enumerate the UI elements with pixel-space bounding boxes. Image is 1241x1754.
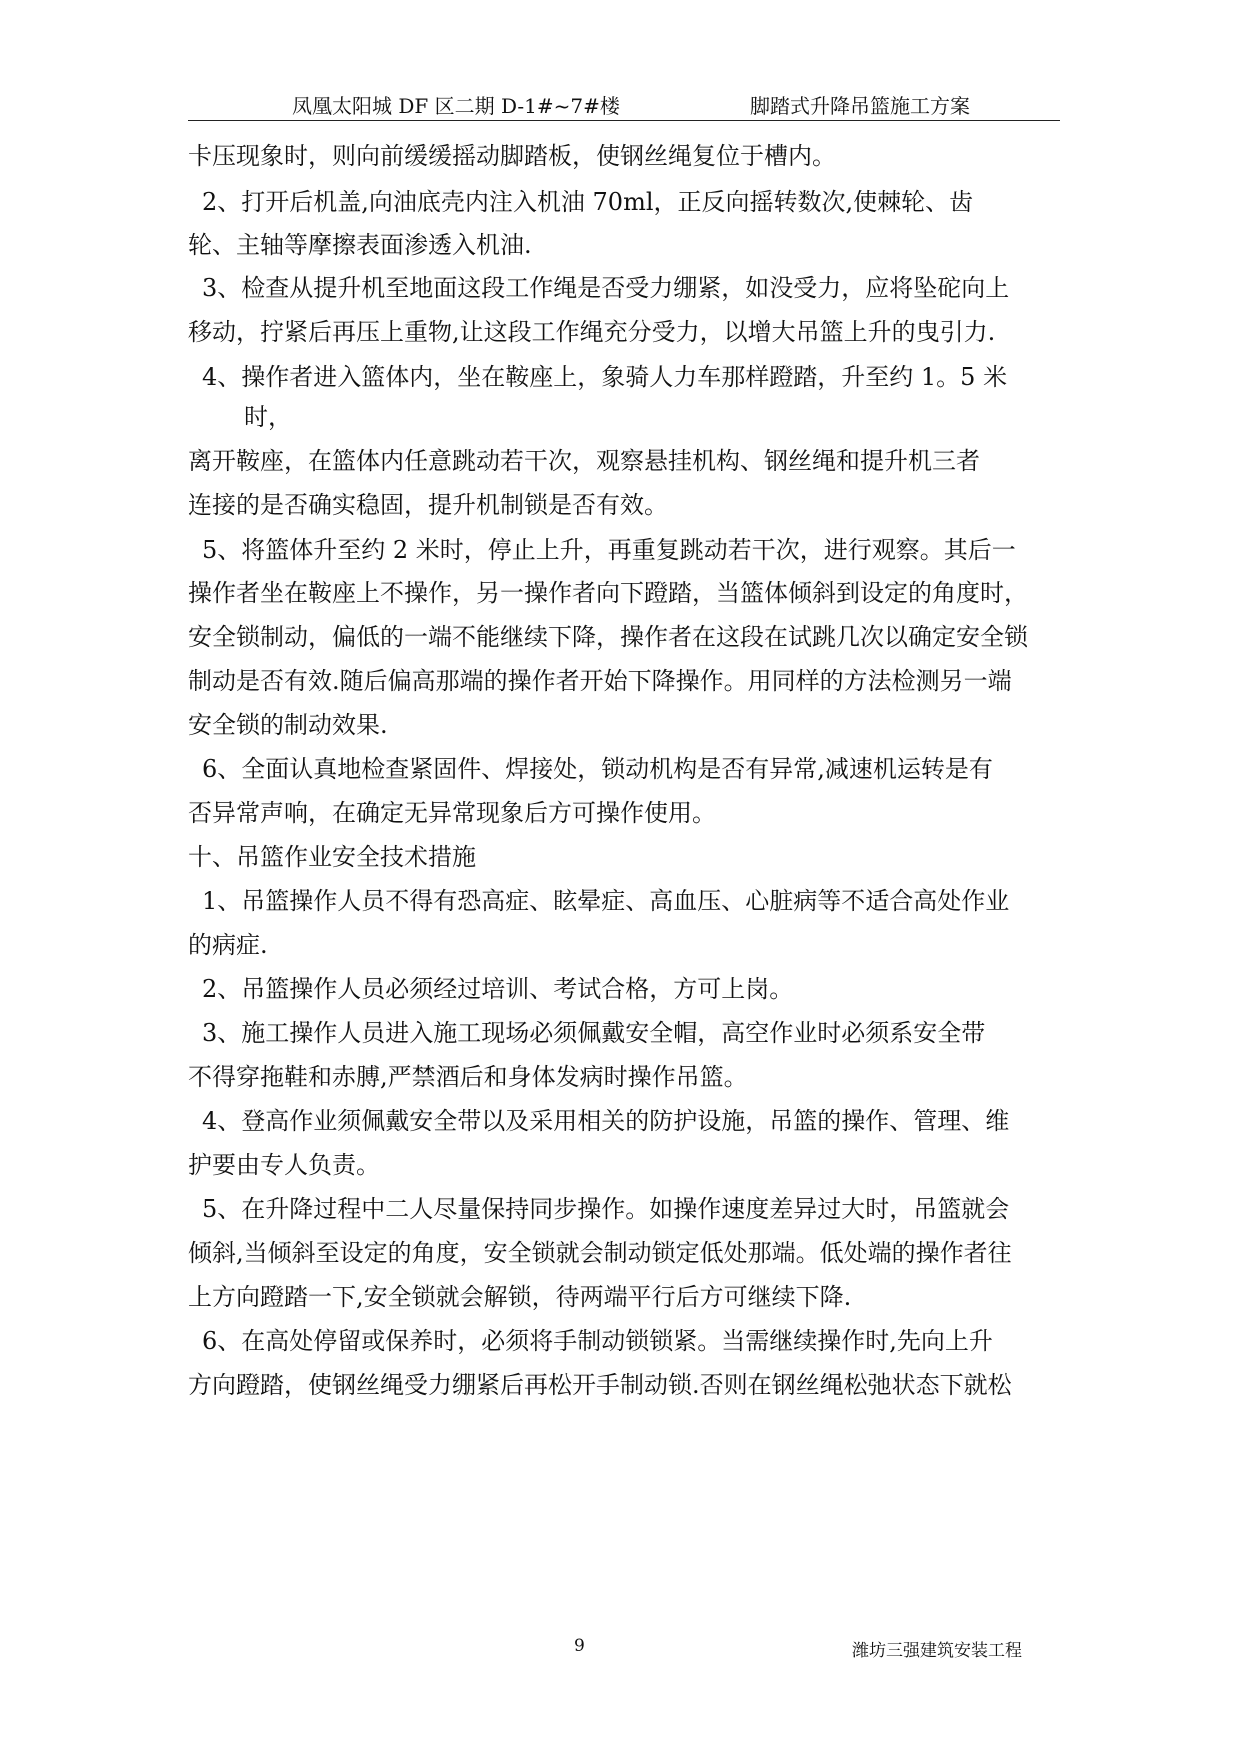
text-line: 2、打开后机盖,向油底壳内注入机油 70ml，正反向摇转数次,使棘轮、齿 xyxy=(202,188,974,216)
text-line: 倾斜,当倾斜至设定的角度，安全锁就会制动锁定低处那端。低处端的操作者往 xyxy=(188,1239,1012,1267)
text-line: 连接的是否确实稳固，提升机制锁是否有效。 xyxy=(188,491,668,519)
header-document-title: 脚踏式升降吊篮施工方案 xyxy=(750,94,970,118)
text-line: 离开鞍座，在篮体内任意跳动若干次，观察悬挂机构、钢丝绳和提升机三者 xyxy=(188,447,980,475)
text-line: 制动是否有效.随后偏高那端的操作者开始下降操作。用同样的方法检测另一端 xyxy=(188,667,1012,695)
text-line: 移动，拧紧后再压上重物,让这段工作绳充分受力，以增大吊篮上升的曳引力. xyxy=(188,318,996,346)
text-line: 时， xyxy=(244,403,292,431)
text-line: 4、操作者进入篮体内，坐在鞍座上，象骑人力车那样蹬踏，升至约 1。5 米 xyxy=(202,363,1008,391)
text-line: 3、施工操作人员进入施工现场必须佩戴安全帽，高空作业时必须系安全带 xyxy=(202,1019,986,1047)
text-line: 方向蹬踏，使钢丝绳受力绷紧后再松开手制动锁.否则在钢丝绳松弛状态下就松 xyxy=(188,1371,1012,1399)
text-line: 安全锁的制动效果. xyxy=(188,711,388,739)
text-line: 1、吊篮操作人员不得有恐高症、眩晕症、高血压、心脏病等不适合高处作业 xyxy=(202,887,1010,915)
text-line: 6、在高处停留或保养时，必须将手制动锁锁紧。当需继续操作时,先向上升 xyxy=(202,1327,993,1355)
text-line: 5、将篮体升至约 2 米时，停止上升，再重复跳动若干次，进行观察。其后一 xyxy=(202,536,1016,564)
text-line: 否异常声响，在确定无异常现象后方可操作使用。 xyxy=(188,799,716,827)
text-line: 不得穿拖鞋和赤膊,严禁酒后和身体发病时操作吊篮。 xyxy=(188,1063,748,1091)
header-rule xyxy=(188,120,1060,121)
header-project-title: 凤凰太阳城 DF 区二期 D-1#~7#楼 xyxy=(292,94,620,118)
footer-company: 潍坊三强建筑安装工程 xyxy=(852,1641,1022,1661)
text-line: 3、检查从提升机至地面这段工作绳是否受力绷紧，如没受力，应将坠砣向上 xyxy=(202,274,1010,302)
text-line: 6、全面认真地检查紧固件、焊接处，锁动机构是否有异常,减速机运转是有 xyxy=(202,755,993,783)
text-line: 4、登高作业须佩戴安全带以及采用相关的防护设施，吊篮的操作、管理、维 xyxy=(202,1107,1010,1135)
text-line: 卡压现象时，则向前缓缓摇动脚踏板，使钢丝绳复位于槽内。 xyxy=(188,142,836,170)
section-heading: 十、吊篮作业安全技术措施 xyxy=(188,843,476,871)
text-line: 的病症. xyxy=(188,931,268,959)
text-line: 操作者坐在鞍座上不操作，另一操作者向下蹬踏，当篮体倾斜到设定的角度时， xyxy=(188,579,1028,607)
text-line: 轮、主轴等摩擦表面渗透入机油. xyxy=(188,231,532,259)
text-line: 护要由专人负责。 xyxy=(188,1151,380,1179)
page-header xyxy=(188,86,1060,120)
text-line: 2、吊篮操作人员必须经过培训、考试合格，方可上岗。 xyxy=(202,975,794,1003)
text-line: 安全锁制动，偏低的一端不能继续下降，操作者在这段在试跳几次以确定安全锁 xyxy=(188,623,1028,651)
text-line: 上方向蹬踏一下,安全锁就会解锁，待两端平行后方可继续下降. xyxy=(188,1283,852,1311)
page-number: 9 xyxy=(574,1636,585,1656)
text-line: 5、在升降过程中二人尽量保持同步操作。如操作速度差异过大时，吊篮就会 xyxy=(202,1195,1010,1223)
